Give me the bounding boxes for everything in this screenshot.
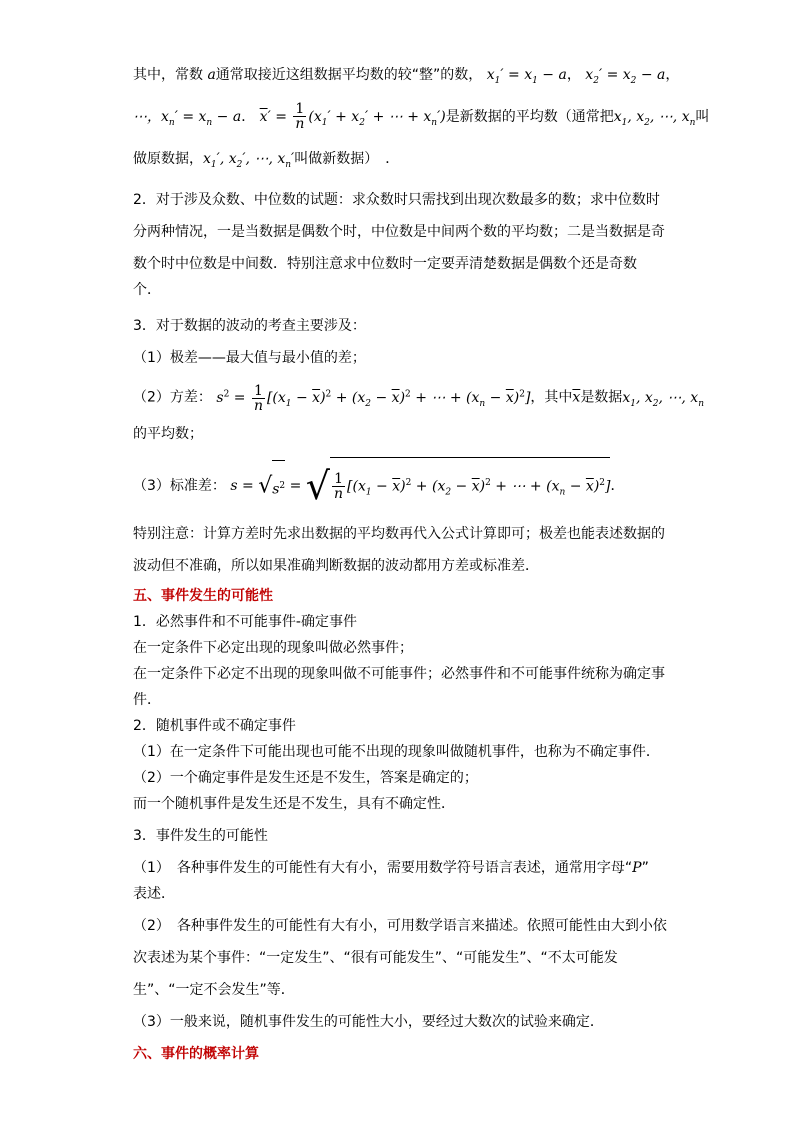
- variance-formula-tail: 的平均数；: [133, 425, 203, 442]
- mode-median-paragraph-3: 数个时中位数是中间数．特别注意求中位数时一定要弄清楚数据是偶数个还是奇数: [133, 256, 637, 273]
- certain-events-title: 1．必然事件和不可能事件-确定事件: [133, 614, 357, 631]
- section-heading-5: 五、事件发生的可能性: [133, 588, 273, 605]
- dispersion-note-2: 波动但不准确，所以如果准确判断数据的波动都用方差或标准差．: [133, 558, 539, 575]
- deviation-text-line-3: 做原数据，$x_1'$, $x_2'$, ⋯, $x_n'$叫做新数据） ．: [133, 150, 400, 170]
- deviation-text-line-2: ⋯，$x_n' = x_n - a$． $\overline{x}'$ = $\frac{1}{n}$ ($x_1' + x_2'$ + ⋯ + $x_n'$)是新数据的平均数（通常把$x_1$, $x_2$, ⋯, $x_n$叫: [133, 101, 710, 133]
- certain-events-p1: 在一定条件下必定出现的现象叫做必然事件；: [133, 640, 413, 657]
- random-events-p1: （1）在一定条件下可能出现也可能不出现的现象叫做随机事件，也称为不确定事件．: [133, 744, 660, 761]
- certain-events-p2: 在一定条件下必定不出现的现象叫做不可能事件；必然事件和不可能事件统称为确定事: [133, 666, 665, 683]
- certain-events-p3: 件．: [133, 692, 161, 709]
- fraction-1-over-n: $\frac{1}{n}$: [334, 471, 344, 502]
- range-definition: （1）极差——最大值与最小值的差；: [133, 350, 366, 367]
- mode-median-paragraph-4: 个．: [133, 282, 161, 299]
- dispersion-note-1: 特别注意：计算方差时先求出数据的平均数再代入公式计算即可；极差也能表述数据的: [133, 526, 665, 543]
- variance-formula-line: （2）方差： $s^2$ = $\frac{1}{n}$ [$(x_1 - \overline{x})^2 + (x_2 - \overline{x})^2$ + ⋯ + $(x_n - \overline{x})^2$]，其中$\overline{x}$是数据$x_1$, $x_2$, ⋯, $x_n$: [133, 382, 704, 414]
- possibility-title: 3．事件发生的可能性: [133, 828, 268, 845]
- dispersion-intro: 3．对于数据的波动的考查主要涉及：: [133, 318, 366, 335]
- possibility-p2-line-2: 次表述为某个事件：“一定发生”、“很有可能发生”、“可能发生”、“不太可能发: [133, 950, 618, 967]
- possibility-p3: （3）一般来说，随机事件发生的可能性大小，要经过大数次的试验来确定．: [133, 1014, 604, 1031]
- sqrt-s-squared: $√s^2$: [258, 460, 285, 513]
- fraction-1-over-n: $\frac{1}{n}$: [253, 382, 263, 414]
- std-dev-formula-line: （3）标准差： $s = √s^2$ = √ $\frac{1}{n}$ [$(x_1 - \overline{x})^2 + (x_2 - \overline{x})^2$ + ⋯ + $(x_n - \overline{x})^2$]．: [133, 457, 663, 515]
- random-events-title: 2．随机事件或不确定事件: [133, 718, 296, 735]
- mode-median-paragraph-2: 分两种情况，一是当数据是偶数个时，中位数是中间两个数的平均数；二是当数据是奇: [133, 224, 665, 241]
- possibility-p2-line-1: （2） 各种事件发生的可能性有大有小，可用数学语言来描述。依照可能性由大到小依: [133, 918, 667, 935]
- possibility-p1-line-2: 表述．: [133, 886, 175, 903]
- random-events-p2: （2）一个确定事件是发生还是不发生，答案是确定的；: [133, 770, 478, 787]
- deviation-text-line-1: 其中，常数 a通常取接近这组数据平均数的较“整”的数， $x_1' = x_1 - a$， $x_2' = x_2 - a$，: [133, 67, 680, 86]
- section-heading-6: 六、事件的概率计算: [133, 1046, 259, 1063]
- possibility-p1-line-1: （1） 各种事件发生的可能性有大有小，需要用数学符号语言表述，通常用字母“P”: [133, 860, 649, 877]
- sqrt-variance-expression: √ $\frac{1}{n}$ [$(x_1 - \overline{x})^2 + (x_2 - \overline{x})^2$ + ⋯ + $(x_n - \overline{x})^2$]: [306, 457, 611, 515]
- mode-median-paragraph-1: 2．对于涉及众数、中位数的试题：求众数时只需找到出现次数最多的数；求中位数时: [133, 192, 660, 209]
- fraction-1-over-n: $\frac{1}{n}$: [295, 101, 305, 133]
- document-page: [133, 62, 710, 1067]
- random-events-p3: 而一个随机事件是发生还是不发生，具有不确定性．: [133, 796, 455, 813]
- possibility-p2-line-3: 生”、“一定不会发生”等．: [133, 982, 295, 999]
